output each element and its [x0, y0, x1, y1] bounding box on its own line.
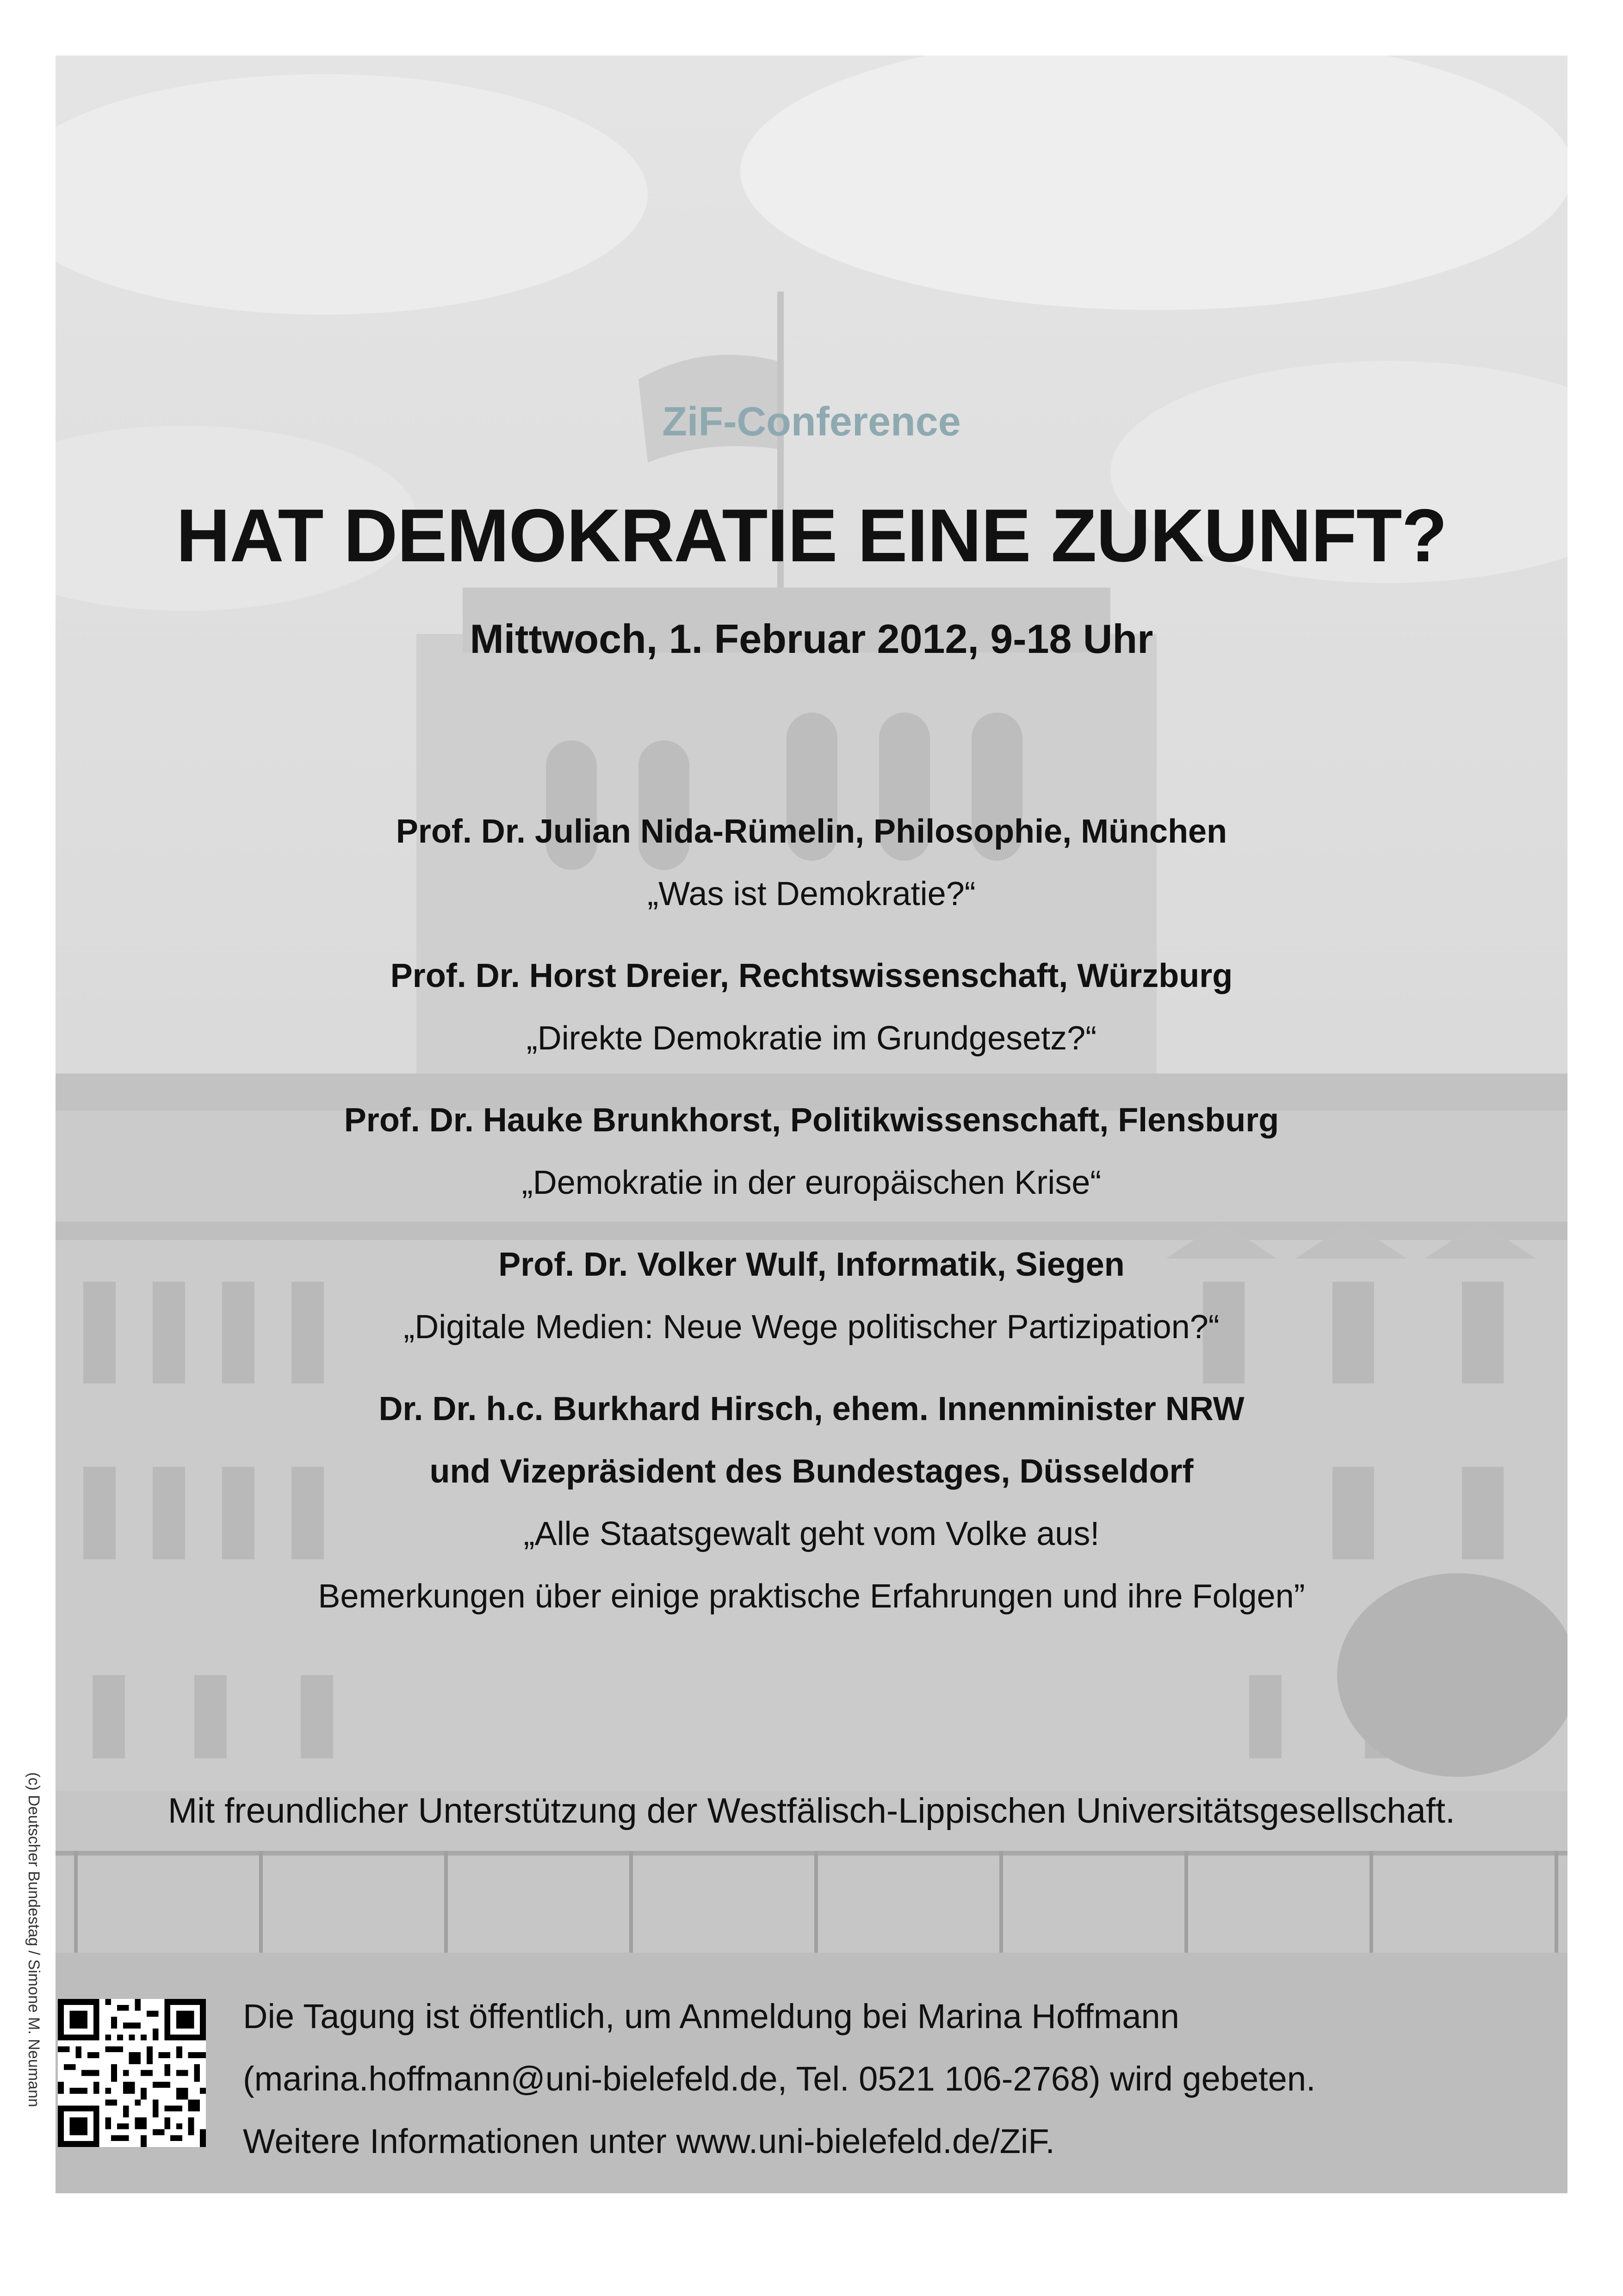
info-line-contact: (marina.hoffmann@uni-bielefeld.de, Tel. 0521 106-2768) wird gebeten. — [243, 2060, 1316, 2098]
speaker-line-2: und Vizepräsident des Bundestages, Düsseldorf — [429, 1453, 1194, 1490]
talk-topic: „Alle Staatsgewalt geht vom Volke aus! — [523, 1515, 1100, 1552]
registration-info — [243, 1985, 1538, 2172]
talk-topic-line-2: Bemerkungen über einige praktische Erfahrungen und ihre Folgen” — [318, 1578, 1305, 1615]
page-margin-top — [0, 0, 1623, 56]
conference-series-label: ZiF-Conference — [662, 398, 961, 444]
talk-item — [74, 945, 1549, 1070]
info-line-website: Weitere Informationen unter www.uni-bielefeld.de/ZiF. — [243, 2122, 1055, 2160]
page-margin-right — [1567, 0, 1623, 2296]
talk-topic: „Direkte Demokratie im Grundgesetz?“ — [526, 1020, 1097, 1057]
talk-topic: „Digitale Medien: Neue Wege politischer Partizipation?“ — [403, 1309, 1220, 1346]
speaker: Prof. Dr. Julian Nida-Rümelin, Philosophie, München — [396, 813, 1227, 850]
speaker: Prof. Dr. Horst Dreier, Rechtswissenschaft, Würzburg — [390, 957, 1233, 994]
page-margin-bottom — [0, 2193, 1623, 2296]
info-line: Die Tagung ist öffentlich, um Anmeldung bei Marina Hoffmann — [243, 1997, 1179, 2035]
page-title: HAT DEMOKRATIE EINE ZUKUNFT? — [176, 494, 1447, 577]
talk-item — [74, 800, 1549, 925]
event-datetime: Mittwoch, 1. Februar 2012, 9-18 Uhr — [470, 616, 1153, 662]
talk-item — [74, 1378, 1549, 1628]
talk-topic: „Demokratie in der europäischen Krise“ — [521, 1164, 1102, 1201]
talk-item — [74, 1089, 1549, 1214]
qr-code-icon[interactable] — [58, 1999, 206, 2147]
talk-topic: „Was ist Demokratie?“ — [647, 875, 976, 912]
speaker: Dr. Dr. h.c. Burkhard Hirsch, ehem. Innenminister NRW — [378, 1390, 1245, 1427]
speaker: Prof. Dr. Hauke Brunkhorst, Politikwissenschaft, Flensburg — [344, 1102, 1279, 1139]
sponsor-note: Mit freundlicher Unterstützung der Westfälisch-Lippischen Universitätsgesellschaft. — [167, 1791, 1456, 1831]
talk-item — [74, 1234, 1549, 1359]
speaker: Prof. Dr. Volker Wulf, Informatik, Siegen — [498, 1246, 1125, 1283]
program-list — [74, 800, 1549, 1647]
photo-credit: (c) Deutscher Bundestag / Simone M. Neumann — [25, 1772, 43, 2107]
